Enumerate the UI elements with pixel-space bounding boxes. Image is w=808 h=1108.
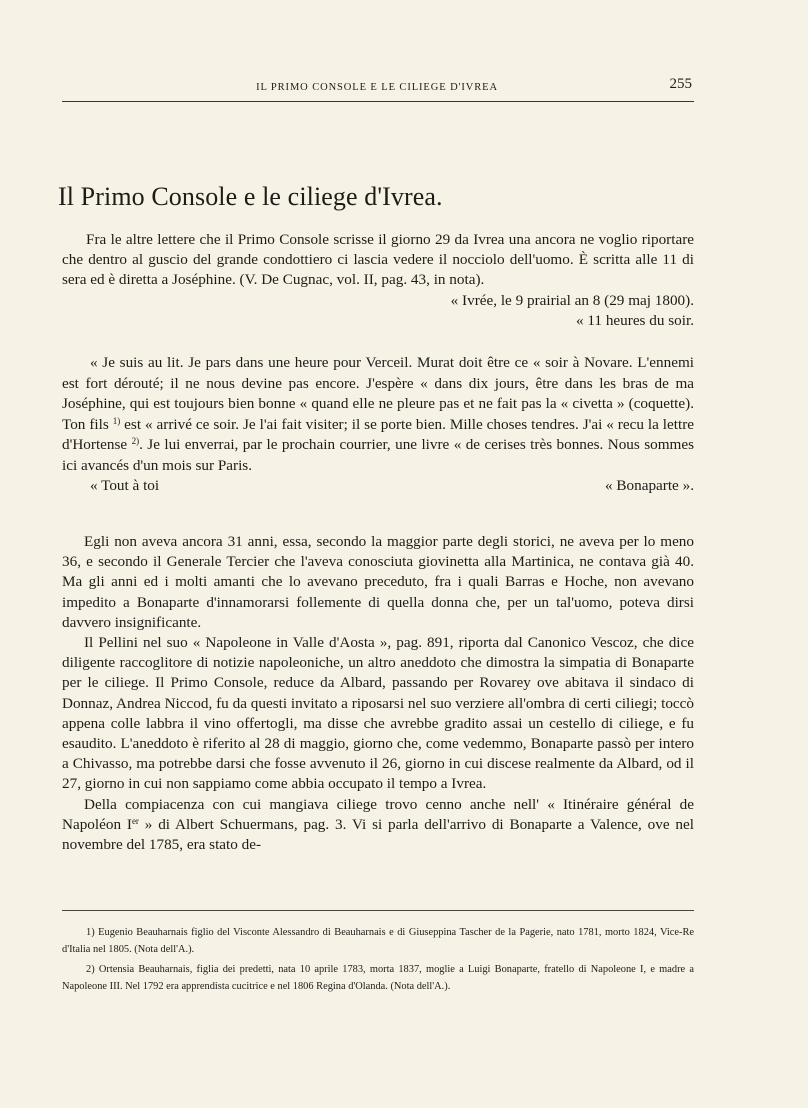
letter-text-3: . Je lui enverrai, par le prochain courrier, une livre « de cerises très bonnes. Nous sommes ici avancés d'un mois sur Paris. <box>62 436 695 474</box>
body-paragraph-4 <box>62 795 694 856</box>
letter-text-2: est « arrivé ce soir. Je l'ai fait visiter; il se porte bien. Mille choses tendres. J'ai « recu la lettre d'Hortense <box>62 415 694 453</box>
letter-date: « Ivrée, le 9 prairial an 8 (29 maj 1800). <box>450 291 694 309</box>
running-head <box>62 76 692 98</box>
running-title: IL PRIMO CONSOLE E LE CILIEGE D'IVREA <box>256 82 498 93</box>
superscript-er: er <box>131 815 139 826</box>
letter-block <box>62 353 694 497</box>
footnote-ref-2: 2) <box>131 436 140 446</box>
intro-paragraph: Fra le altre lettere che il Primo Console scrisse il giorno 29 da Ivrea una ancora ne voglio riportare che dentro al guscio del grande condottiero ci lascia vedere il nocciolo dell'uomo. È scritta alle 11 di sera ed è diretta a Joséphine. (V. De Cugnac, vol. II, pag. 43, in nota). <box>62 231 694 289</box>
letter-body <box>62 353 694 476</box>
body-block <box>62 532 694 855</box>
body-paragraph-2: Egli non aveva ancora 31 anni, essa, secondo la maggior parte degli storici, ne aveva per lo meno 36, e secondo il Generale Tercier che l'aveva conosciuta giovinetta alla Martinica, ne contava già 40. Ma gli anni ed i molti amanti che lo avevano preceduto, fra i quali Barras e Hoche, non avevano impedito a Bonaparte d'innamorarsi follemente di quella donna che, per un tal'uomo, poteva dirsi davvero insignificante. <box>62 533 694 631</box>
footnote-ref-1: 1) <box>112 415 121 426</box>
footnotes <box>62 924 694 998</box>
footnote-1: 1) Eugenio Beauharnais figlio del Visconte Alessandro di Beauharnais e di Giuseppina Tascher de la Pagerie, nato 1781, morto 1824, Vice-Re d'Italia nel 1805. (Nota dell'A.). <box>62 927 694 955</box>
page-number: 255 <box>669 76 692 92</box>
letter-text-1: « Je suis au lit. Je pars dans une heure pour Verceil. Murat doit être ce « soir à Novare. L'ennemi est fort dérouté; il ne nous devine pas encore. J'espère « dans dix jours, être dans les bras de ma Joséphine, qui est toujours bien bonne « quand elle ne pleure pas et ne fait pas la « civetta » (coquette). Ton fils <box>62 354 694 433</box>
footnote-2: 2) Ortensia Beauharnais, figlia dei predetti, nata 10 aprile 1783, morta 1837, moglie a Luigi Bonaparte, fratello di Napoleone I, e madre a Napoleone III. Nel 1792 era apprendista cucitrice e nel 1806 Regina d'Olanda. (Nota dell'A.). <box>62 964 694 992</box>
paragraph-4-text-a: Della compiacenza con cui mangiava ciliege trovo cenno anche nell' « Itinéraire général de Napoléon I <box>62 795 694 833</box>
letter-closing: « Tout à toi <box>90 477 160 494</box>
body-paragraph-3: Il Pellini nel suo « Napoleone in Valle d'Aosta », pag. 891, riporta dal Canonico Vescoz, che dice diligente raccoglitore di notizie napoleoniche, un altro aneddoto che dimostra la simpatia di Bonaparte per le ciliege. Il Primo Console, reduce da Albard, passando per Rovarey ove abitava il sindaco di Donnaz, Andrea Niccod, fu da questi invitato a riposarsi nel suo verziere all'ombra di certi ciliegi; toccò appena colle labbra il vino offertogli, ma disse che avrebbe gradito assai un cestello di ciliege, e fu esaudito. L'aneddoto è riferito al 28 di maggio, giorno che, come vedemmo, Bonaparte passò per intero a Chivasso, ma potrebbe darsi che fosse avvenuto il 26, giorno in cui discese realmente da Albard, od il 27, giorno in cui non sappiamo come abbia occupato il tempo a Ivrea. <box>62 634 694 793</box>
letter-time: « 11 heures du soir. <box>576 311 694 329</box>
paragraph-4-text-b: » di Albert Schuermans, pag. 3. Vi si parla dell'arrivo di Bonaparte a Valence, ove nel novembre del 1785, era stato de- <box>62 815 694 854</box>
letter-signature: « Bonaparte ». <box>605 477 694 494</box>
header-rule <box>62 101 694 102</box>
letter-sign-off <box>62 476 694 497</box>
footnote-rule <box>62 910 694 911</box>
article-title: Il Primo Console e le ciliege d'Ivrea. <box>58 182 443 211</box>
intro-block <box>62 230 694 331</box>
